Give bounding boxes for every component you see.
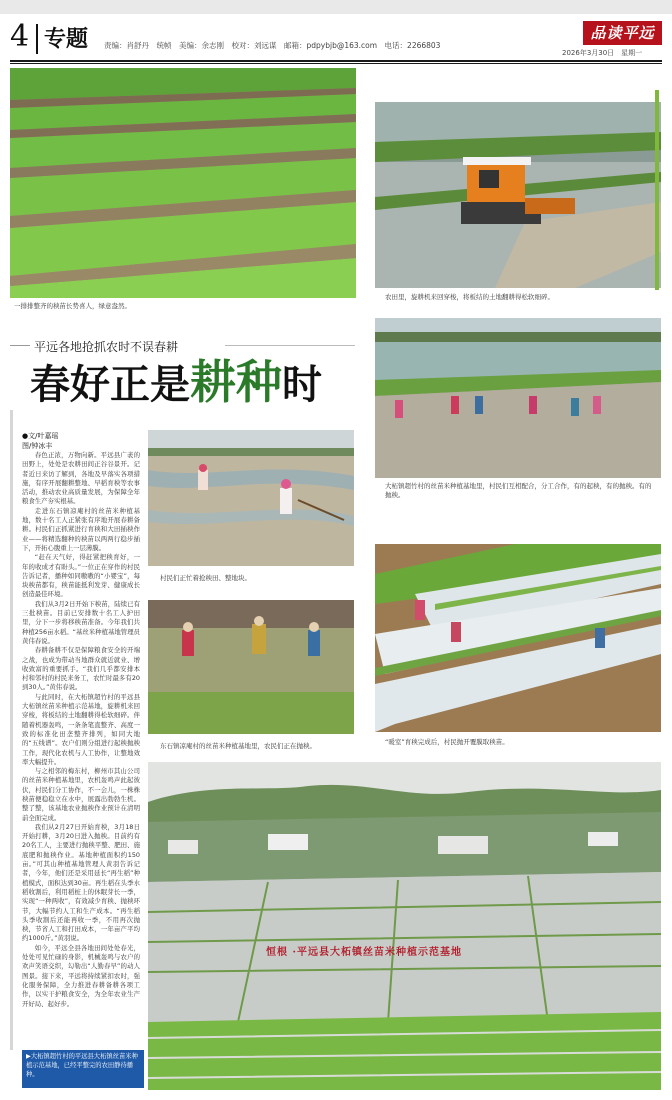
photo-greenhouse [375,544,661,732]
kicker-rule-right [225,345,355,346]
headline-part2: 时 [282,361,322,408]
article-paragraph: “赶在天气好，得赶紧把秧育好，一年的收成才有盼头。”一位正在穿作的村民告诉记者，播种如同嗷嗷的“小婴宝”，每块秧苗都有，秧苗能抵利发芽、健康成长创造最佳环境。 [22,553,140,599]
caption-sowing: 东石镇凉庵村的丝苗米种植基地里，农民们正在抛秧。 [160,742,316,750]
caption-prepare-field: 村民们正忙着抢秧田、整地块。 [160,574,251,582]
article-paragraph: 春色正浓，万物向新。平远县广袤的田野上，处处是农耕田间正谷谷景开。记者近日来访了解到，各地及早落实各项措施，有序开展翻耕整地、早稻育秧等农事活动，推动农业高质量发展，为保障全年粮食生产夯实根基。 [22,451,140,506]
article-byline: ●文/叶嘉瑶 图/钟冰丰 [22,432,59,450]
caption-seedling-rows: 一排排整齐的秧苗长势喜人，绿意盎然。 [14,302,131,310]
photo-sowing [148,600,354,734]
photo-transplanting [375,318,661,478]
photo-aerial-base [148,762,661,1090]
caption-aerial-base: ▶大柘镇超竹村的平远县大柘镇丝苗米种植示范基地，已经平整完的农田静待播种。 [22,1050,144,1088]
article-side-rule [10,410,13,1050]
header-rule-thin [10,63,662,64]
top-strip [0,0,672,14]
article-paragraph: 春耕备耕不仅是保障粮食安全的开端之战，也成为带动当地群众就近就业、增收致富的重要抓手。“我们几乎都安排本村和邻村的村民来务工，农忙时最多有20到30人。”黄伟春说。 [22,646,140,692]
photo-tractor [375,102,661,288]
newspaper-logo: 品读平远 [583,21,662,45]
issue-date: 2026年3月30日 星期一 [562,49,643,57]
header-divider [36,24,38,54]
headline [30,354,322,413]
article-body [22,451,140,1009]
headline-part1: 春好正是 [30,361,190,408]
green-accent-bar [655,90,659,290]
kicker-rule-left [10,345,30,346]
headline-highlight: 耕种 [190,355,282,409]
aerial-sign [266,945,554,961]
article-paragraph: 走进东石镇凉庵村的丝苗米种植基地，数十名工人正紧张有序地开展春耕备耕。村民们正抓紧进行育秧和大田插秧作业——将精选翻种的秧苗以两两行稳步插下，开拓心腹重上一层薄膜。 [22,506,140,552]
article-paragraph: 与之相邻的梅东村，柳州市其山公司的丝苗米种植基地里，农机轰鸣声此起彼伏，村民们分工协作，不一会儿，一株株秧苗便稳稳立在水中，展露出勃勃生机。整了整，该基地农业抛秧作业预计在清明前全面完成。 [22,767,140,822]
caption-transplanting: 大柘镇超竹村的丝苗米种植基地里，村民们互相配合，分工合作，有的起秧，有的抛秧。有的抛秧。 [385,482,652,499]
editor-credits: 责编：肖舒丹 统帧 美编：余志刚 校对：刘远谋 邮箱：pdpybjb@163.com 电话：2266803 [104,41,441,50]
caption-tractor: 农田里，旋耕机来回穿梭，将板结的土地翻耕得松软细碎。 [385,293,554,301]
article-paragraph: 我们从2月27日开始育秧，3月18日开始打耕，3月20日进入抛秧。目前约有20名工人，主要进行抛秧平整、肥田、施底肥和抛秧作业。基地种植面积约150亩。”可其山种植基地管理人黄羽告诉记者，今年，他们还是采用延长“再生稻”种植模式，面积达到30亩。再生稻在头季水稻收割后，利用稻桩上的休眠芽长一季，实现“一种两收”，有效减少育秧、抛秧环节，大幅节约人工和生产成本。“再生稻头季收割后还能再收一季，不用再次抛秧，节省人工和打田成本，一年亩产平均约1000斤。”黄羽说。 [22,822,140,943]
article-paragraph: 我们从3月2日开始下秧苗，陆续已有三批秧苗。目前已安排数十名工人护田里，分下一步将移秧苗准备。今年我们共种植256亩水稻。“基丝米种植基地管理员黄伟春说。 [22,599,140,645]
aerial-sign-text: 恒根 ·平远县大柘镇丝苗米种植示范基地 [266,947,462,958]
section-title: 专题 [44,26,89,52]
header-rule [10,60,662,62]
headline-kicker: 平远各地抢抓农时不误春耕 [34,340,179,354]
photo-prepare-field [148,430,354,566]
article-paragraph: 与此同时，在大柘镇超竹村的平远县大柘镇丝苗米种植示范基地，旋耕机来回穿梭，将板结的土地翻耕得松软细碎。伴随着机器轰鸣，一条条笔直整齐、高度一致的标准化田垄整齐排列，如同大地的“五线谱”。农户们则分组进行起秧抛秧工作，现代化农机与人工协作，让整地效率大幅提升。 [22,692,140,766]
caption-greenhouse: “暖室”育秧完成后，村民抛开覆膜取秧苗。 [385,738,509,746]
photo-seedling-rows [10,68,356,298]
page-number: 4 [10,19,30,54]
article-paragraph: 如今，平远全县各地田间处处春光，处处可见忙碌的身影，机械轰鸣与农户的欢声笑语交织，勾勒出“人勤春早”的动人图景。接下来，平远将持续紧扣农时，强化服务保障，全力推进春耕备耕各项工作，以实干护粮食安全，为全年农业生产开好局、起好步。 [22,943,140,1008]
